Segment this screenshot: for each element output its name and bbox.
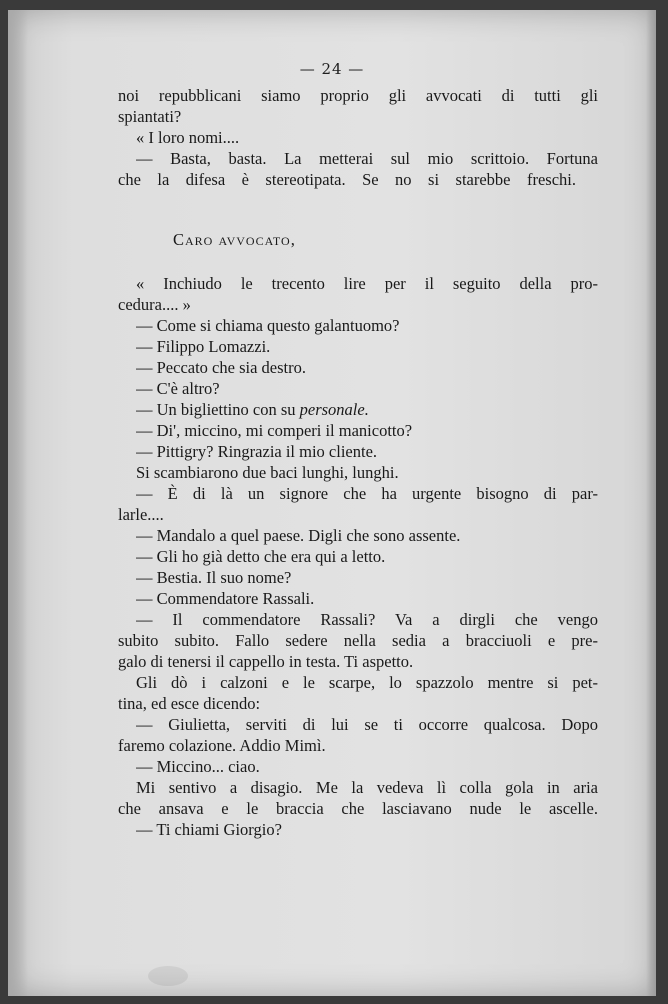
text-line: — Bestia. Il suo nome? (136, 568, 292, 587)
text-line: « Inchiudo le trecento lire per il seguito della pro- (136, 274, 598, 293)
text-line: — Gli ho già detto che era qui a letto. (136, 547, 386, 566)
book-page (8, 10, 656, 996)
text-line: noi repubblicani siamo proprio gli avvocati di tutti gli (118, 86, 598, 105)
text-line: Mi sentivo a disagio. Me la vedeva lì colla gola in aria (136, 778, 598, 797)
text-line: Gli dò i calzoni e le scarpe, lo spazzolo mentre si pet- (136, 673, 598, 692)
text-line: cedura.... » (118, 295, 191, 314)
text-line: che la difesa è stereotipata. Se no si starebbe freschi. (118, 170, 576, 189)
text-line: che ansava e le braccia che lasciavano nude le ascelle. (118, 799, 598, 818)
text-line: « I loro nomi.... (136, 128, 240, 147)
text-line: — Giulietta, serviti di lui se ti occorre qualcosa. Dopo (136, 715, 598, 734)
text-line: — Commendatore Rassali. (136, 589, 315, 608)
text-line: — Di', miccino, mi comperi il manicotto? (136, 421, 413, 440)
text-line: — Pittigry? Ringrazia il mio cliente. (136, 442, 378, 461)
text-line: — Mandalo a quel paese. Digli che sono assente. (136, 526, 461, 545)
text-line: — Filippo Lomazzi. (136, 337, 271, 356)
text-line: — È di là un signore che ha urgente bisogno di par- (136, 484, 598, 503)
text-line: — Come si chiama questo galantuomo? (136, 316, 400, 335)
page-edge-shadow (646, 10, 656, 996)
page-stain (148, 966, 188, 986)
text-line: Si scambiarono due baci lunghi, lunghi. (136, 463, 399, 482)
italic-word: personale. (299, 400, 369, 419)
text-line: spiantati? (118, 107, 182, 126)
text-line: — Un bigliettino con su personale. (136, 400, 369, 419)
text-line: galo di tenersi il cappello in testa. Ti aspetto. (118, 652, 414, 671)
text-line: tina, ed esce dicendo: (118, 694, 261, 713)
page-number: — 24 — (299, 60, 365, 78)
page-gutter-shadow (8, 10, 28, 996)
text-line: subito subito. Fallo sedere nella sedia a bracciuoli e pre- (118, 631, 598, 650)
letter-salutation: Caro avvocato, (173, 230, 296, 249)
text-line: — Il commendatore Rassali? Va a dirgli che vengo (136, 610, 598, 629)
text-line: — Basta, basta. La metterai sul mio scrittoio. Fortuna (136, 149, 598, 168)
text-line: faremo colazione. Addio Mimì. (118, 736, 326, 755)
text-line: — Ti chiami Giorgio? (136, 820, 282, 839)
text-line: — C'è altro? (136, 379, 220, 398)
text-line: — Peccato che sia destro. (136, 358, 306, 377)
text-line: — Miccino... ciao. (136, 757, 260, 776)
text-line: larle.... (118, 505, 164, 524)
